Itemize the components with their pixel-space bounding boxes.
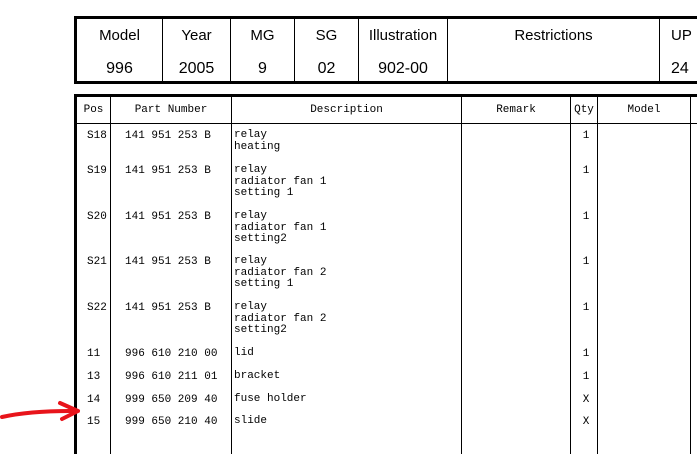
header-value-illustration: 902-00 [378,60,428,77]
description-line: setting 1 [234,187,294,199]
row-description [234,371,280,383]
column-header-remark: Remark [496,104,536,116]
row-qty: X [582,394,590,406]
row-pos: 15 [87,416,101,428]
column-divider [690,97,691,454]
row-part-number: 996 610 211 01 [125,371,218,383]
description-line: relay [234,210,268,222]
row-pos: S19 [87,165,107,177]
header-cell-model [77,19,163,81]
column-header-pos: Pos [83,104,104,116]
arrow-shaft [2,411,70,417]
column-header-part-number: Part Number [134,104,208,116]
description-line: setting 1 [234,278,294,290]
description-line: radiator fan 1 [234,175,327,188]
row-qty: 1 [582,165,590,177]
row-qty: 1 [582,348,590,360]
row-part-number: 141 951 253 B [125,256,211,268]
row-part-number: 141 951 253 B [125,165,211,177]
column-divider [461,97,462,454]
description-line: relay [234,129,268,141]
row-pos: S18 [87,130,107,142]
row-description [234,302,326,337]
description-line: radiator fan 2 [234,312,327,325]
row-description [234,348,254,360]
header-cell-restrictions [448,19,660,81]
description-line: fuse holder [234,393,307,405]
header-label-mg: MG [250,27,275,44]
column-header-qty: Qty [574,104,594,116]
row-pos: S22 [87,302,107,314]
column-header-model: Model [627,104,661,116]
column-header-description: Description [310,104,383,116]
vehicle-header-table [74,16,697,84]
description-line: lid [234,347,254,359]
header-label-year: Year [181,27,212,44]
description-line: bracket [234,370,281,382]
row-pos: S21 [87,256,107,268]
row-qty: 1 [582,130,590,142]
header-value-up: 24 [671,60,689,77]
column-divider [570,97,571,454]
header-value-year: 2005 [178,60,215,77]
header-value-sg: 02 [317,60,336,77]
row-description [234,165,326,200]
description-line: relay [234,255,268,267]
header-divider [77,123,697,124]
description-line: relay [234,301,268,313]
parts-table [74,94,697,454]
header-label-model: Model [99,27,140,44]
row-part-number: 996 610 210 00 [125,348,218,360]
header-cell-mg [231,19,295,81]
row-part-number: 999 650 209 40 [125,394,218,406]
description-line: slide [234,415,268,427]
row-part-number: 141 951 253 B [125,302,211,314]
header-cell-up [660,19,697,81]
row-pos: S20 [87,211,107,223]
row-part-number: 999 650 210 40 [125,416,218,428]
header-cell-sg [295,19,359,81]
row-part-number: 141 951 253 B [125,211,211,223]
header-value-model: 996 [106,60,133,77]
header-cell-illustration [359,19,448,81]
header-label-illustration: Illustration [368,27,438,44]
column-divider [110,97,111,454]
row-qty: 1 [582,211,590,223]
row-description [234,256,326,291]
description-line: radiator fan 2 [234,266,327,279]
red-arrow-icon [0,400,84,433]
header-label-sg: SG [315,27,338,44]
row-description [234,130,280,153]
row-description [234,394,307,406]
row-qty: 1 [582,256,590,268]
description-line: heating [234,140,281,153]
row-pos: 13 [87,371,101,383]
header-value-mg: 9 [258,60,267,77]
row-part-number: 141 951 253 B [125,130,211,142]
row-pos: 14 [87,394,101,406]
header-label-restrictions: Restrictions [514,27,593,44]
row-pos: 11 [87,348,101,360]
row-description [234,416,267,428]
row-qty: 1 [582,371,590,383]
row-description [234,211,326,246]
description-line: setting2 [234,324,287,336]
header-cell-year [163,19,231,81]
description-line: radiator fan 1 [234,221,327,234]
description-line: relay [234,164,268,176]
row-qty: X [582,416,590,428]
row-qty: 1 [582,302,590,314]
column-divider [231,97,232,454]
header-label-up: UP [671,27,692,44]
description-line: setting2 [234,233,287,245]
